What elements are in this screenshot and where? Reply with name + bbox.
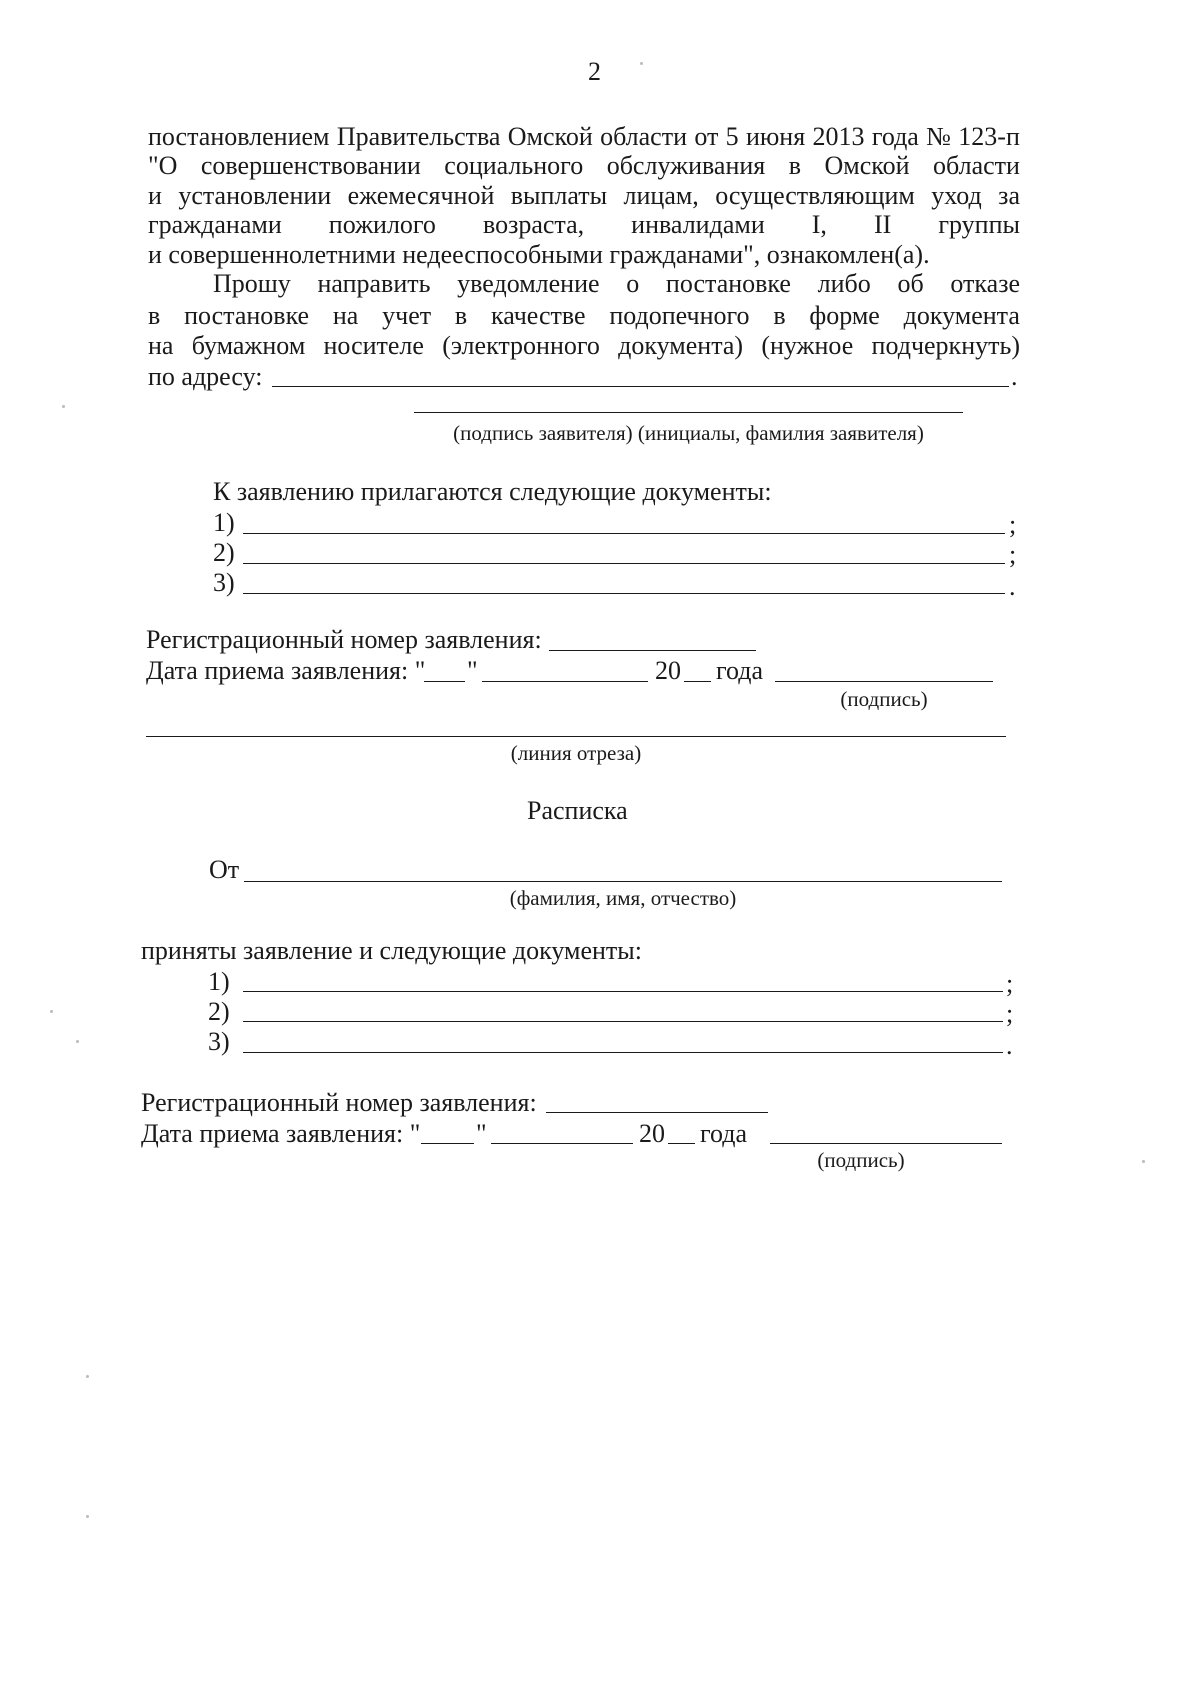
attachment-3-number: 3)	[213, 568, 235, 597]
word: в	[454, 301, 468, 330]
word: №	[926, 122, 951, 151]
word: Правительства	[336, 122, 501, 151]
scan-speck	[86, 1375, 89, 1378]
receipt-item-1-number: 1)	[208, 967, 230, 996]
attachment-1-field[interactable]	[243, 533, 1005, 534]
word: от	[694, 122, 719, 151]
word: области	[933, 151, 1020, 180]
word: совершенствовании	[200, 151, 421, 180]
attachment-2-field[interactable]	[243, 563, 1005, 564]
word: носителе	[323, 331, 424, 360]
receipt-from-label: От	[209, 855, 240, 884]
word: за	[998, 181, 1020, 210]
receipt-item-3-field[interactable]	[243, 1052, 1003, 1053]
receipt-from-caption: (фамилия, имя, отчество)	[509, 886, 737, 910]
registration1-number-label: Регистрационный номер заявления:	[146, 625, 542, 654]
word: (нужное	[761, 331, 854, 360]
word: в	[148, 301, 161, 330]
receipt-accepted-heading: приняты заявление и следующие документы:	[141, 936, 642, 965]
word: подопечного	[609, 301, 750, 330]
para2-line1	[213, 268, 1020, 300]
scan-speck	[62, 405, 65, 408]
word: пожилого	[328, 210, 436, 239]
attachment-1-number: 1)	[213, 508, 235, 537]
word: качестве	[490, 301, 586, 330]
word: направить	[317, 269, 431, 298]
word: осуществляющим	[715, 181, 915, 210]
word: года	[871, 122, 919, 151]
registration2-year-prefix: 20	[639, 1119, 665, 1148]
word: в	[773, 301, 786, 330]
receipt-item-3-end: .	[1006, 1031, 1013, 1060]
word: II	[873, 210, 892, 239]
word: уход	[931, 181, 982, 210]
word: гражданами	[148, 210, 282, 239]
receipt-item-1-end: ;	[1006, 969, 1014, 998]
word: бумажном	[191, 331, 306, 360]
word: на	[148, 331, 174, 360]
attachment-1-end: ;	[1009, 510, 1017, 539]
word: отказе	[950, 269, 1020, 298]
word: 5	[725, 122, 739, 151]
word: "О	[148, 151, 178, 180]
word: выплаты	[510, 181, 608, 210]
registration1-year-prefix: 20	[655, 656, 681, 685]
para1-line1	[148, 121, 1020, 153]
registration2-number-field[interactable]	[546, 1112, 768, 1113]
word: социального	[444, 151, 584, 180]
word: установлении	[178, 181, 332, 210]
word: постановке	[184, 301, 310, 330]
attachment-3-field[interactable]	[243, 593, 1005, 594]
word: постановлением	[148, 122, 330, 151]
word: Прошу	[213, 269, 291, 298]
receipt-item-2-end: ;	[1006, 999, 1014, 1028]
word: об	[897, 269, 924, 298]
word: либо	[817, 269, 871, 298]
para2-line2	[148, 300, 1020, 332]
registration2-year-field[interactable]	[668, 1143, 695, 1144]
attachment-2-number: 2)	[213, 538, 235, 567]
registration1-year-field[interactable]	[684, 681, 711, 682]
para1-line4	[148, 209, 1020, 241]
scan-speck	[86, 1515, 89, 1518]
receipt-item-2-number: 2)	[208, 997, 230, 1026]
word: и	[148, 181, 162, 210]
receipt-title: Расписка	[527, 796, 628, 825]
registration2-month-field[interactable]	[491, 1143, 633, 1144]
word: учет	[382, 301, 432, 330]
registration2-signature-caption: (подпись)	[817, 1148, 905, 1172]
scan-speck	[640, 62, 643, 65]
registration2-signature-field[interactable]	[770, 1143, 1002, 1144]
word: документа)	[618, 331, 744, 360]
cut-line-caption: (линия отреза)	[510, 741, 642, 765]
scan-speck	[1142, 1160, 1145, 1163]
address-label: по адресу:	[148, 362, 263, 391]
registration1-signature-caption: (подпись)	[840, 687, 928, 711]
registration2-year-suffix: года	[700, 1119, 748, 1148]
word: лицам,	[623, 181, 699, 210]
cut-line	[146, 736, 1006, 737]
registration2-date-label: Дата приема заявления: "	[141, 1119, 421, 1148]
attachments-heading: К заявлению прилагаются следующие документы:	[213, 477, 772, 506]
word: I,	[811, 210, 827, 239]
page-number: 2	[588, 57, 601, 86]
applicant-signature-caption: (подпись заявителя) (инициалы, фамилия заявителя)	[453, 421, 924, 445]
word: 2013	[812, 122, 865, 151]
word: уведомление	[457, 269, 600, 298]
word: обслуживания	[606, 151, 766, 180]
word: Омской	[824, 151, 910, 180]
registration1-month-field[interactable]	[482, 681, 648, 682]
para1-line2	[148, 150, 1020, 182]
registration2-quote-close: "	[476, 1119, 487, 1148]
scan-speck	[76, 1040, 79, 1043]
word: о	[626, 269, 640, 298]
word: ежемесячной	[347, 181, 495, 210]
registration2-day-field[interactable]	[421, 1143, 474, 1144]
para1-line3	[148, 180, 1020, 212]
word: области	[600, 122, 687, 151]
receipt-item-1-field[interactable]	[243, 991, 1003, 992]
receipt-from-field[interactable]	[244, 881, 1002, 882]
word: 123-п	[958, 122, 1020, 151]
address-end: .	[1011, 362, 1018, 391]
word: (электронного	[442, 331, 600, 360]
word: постановке	[665, 269, 791, 298]
receipt-item-2-field[interactable]	[243, 1021, 1003, 1022]
word: форме	[809, 301, 880, 330]
attachment-3-end: .	[1009, 572, 1016, 601]
applicant-signature-field[interactable]	[414, 412, 963, 413]
registration1-year-suffix: года	[716, 656, 764, 685]
word: возраста,	[482, 210, 585, 239]
word: в	[788, 151, 802, 180]
word: группы	[938, 210, 1020, 239]
para2-line3	[148, 330, 1020, 362]
para1-line5: и совершеннолетними недееспособными гражданами", ознакомлен(а).	[148, 240, 930, 269]
address-field[interactable]	[272, 386, 1009, 387]
word: Омской	[507, 122, 593, 151]
word: подчеркнуть)	[871, 331, 1020, 360]
word: инвалидами	[631, 210, 765, 239]
registration1-signature-field[interactable]	[775, 681, 993, 682]
attachment-2-end: ;	[1009, 540, 1017, 569]
word: документа	[903, 301, 1020, 330]
registration2-number-label: Регистрационный номер заявления:	[141, 1088, 537, 1117]
word: июня	[745, 122, 806, 151]
scan-speck	[50, 1010, 53, 1013]
registration1-number-field[interactable]	[549, 650, 756, 651]
registration1-quote-close: "	[467, 656, 478, 685]
registration1-day-field[interactable]	[424, 681, 465, 682]
receipt-item-3-number: 3)	[208, 1027, 230, 1056]
registration1-date-label: Дата приема заявления: "	[146, 656, 426, 685]
word: на	[332, 301, 359, 330]
